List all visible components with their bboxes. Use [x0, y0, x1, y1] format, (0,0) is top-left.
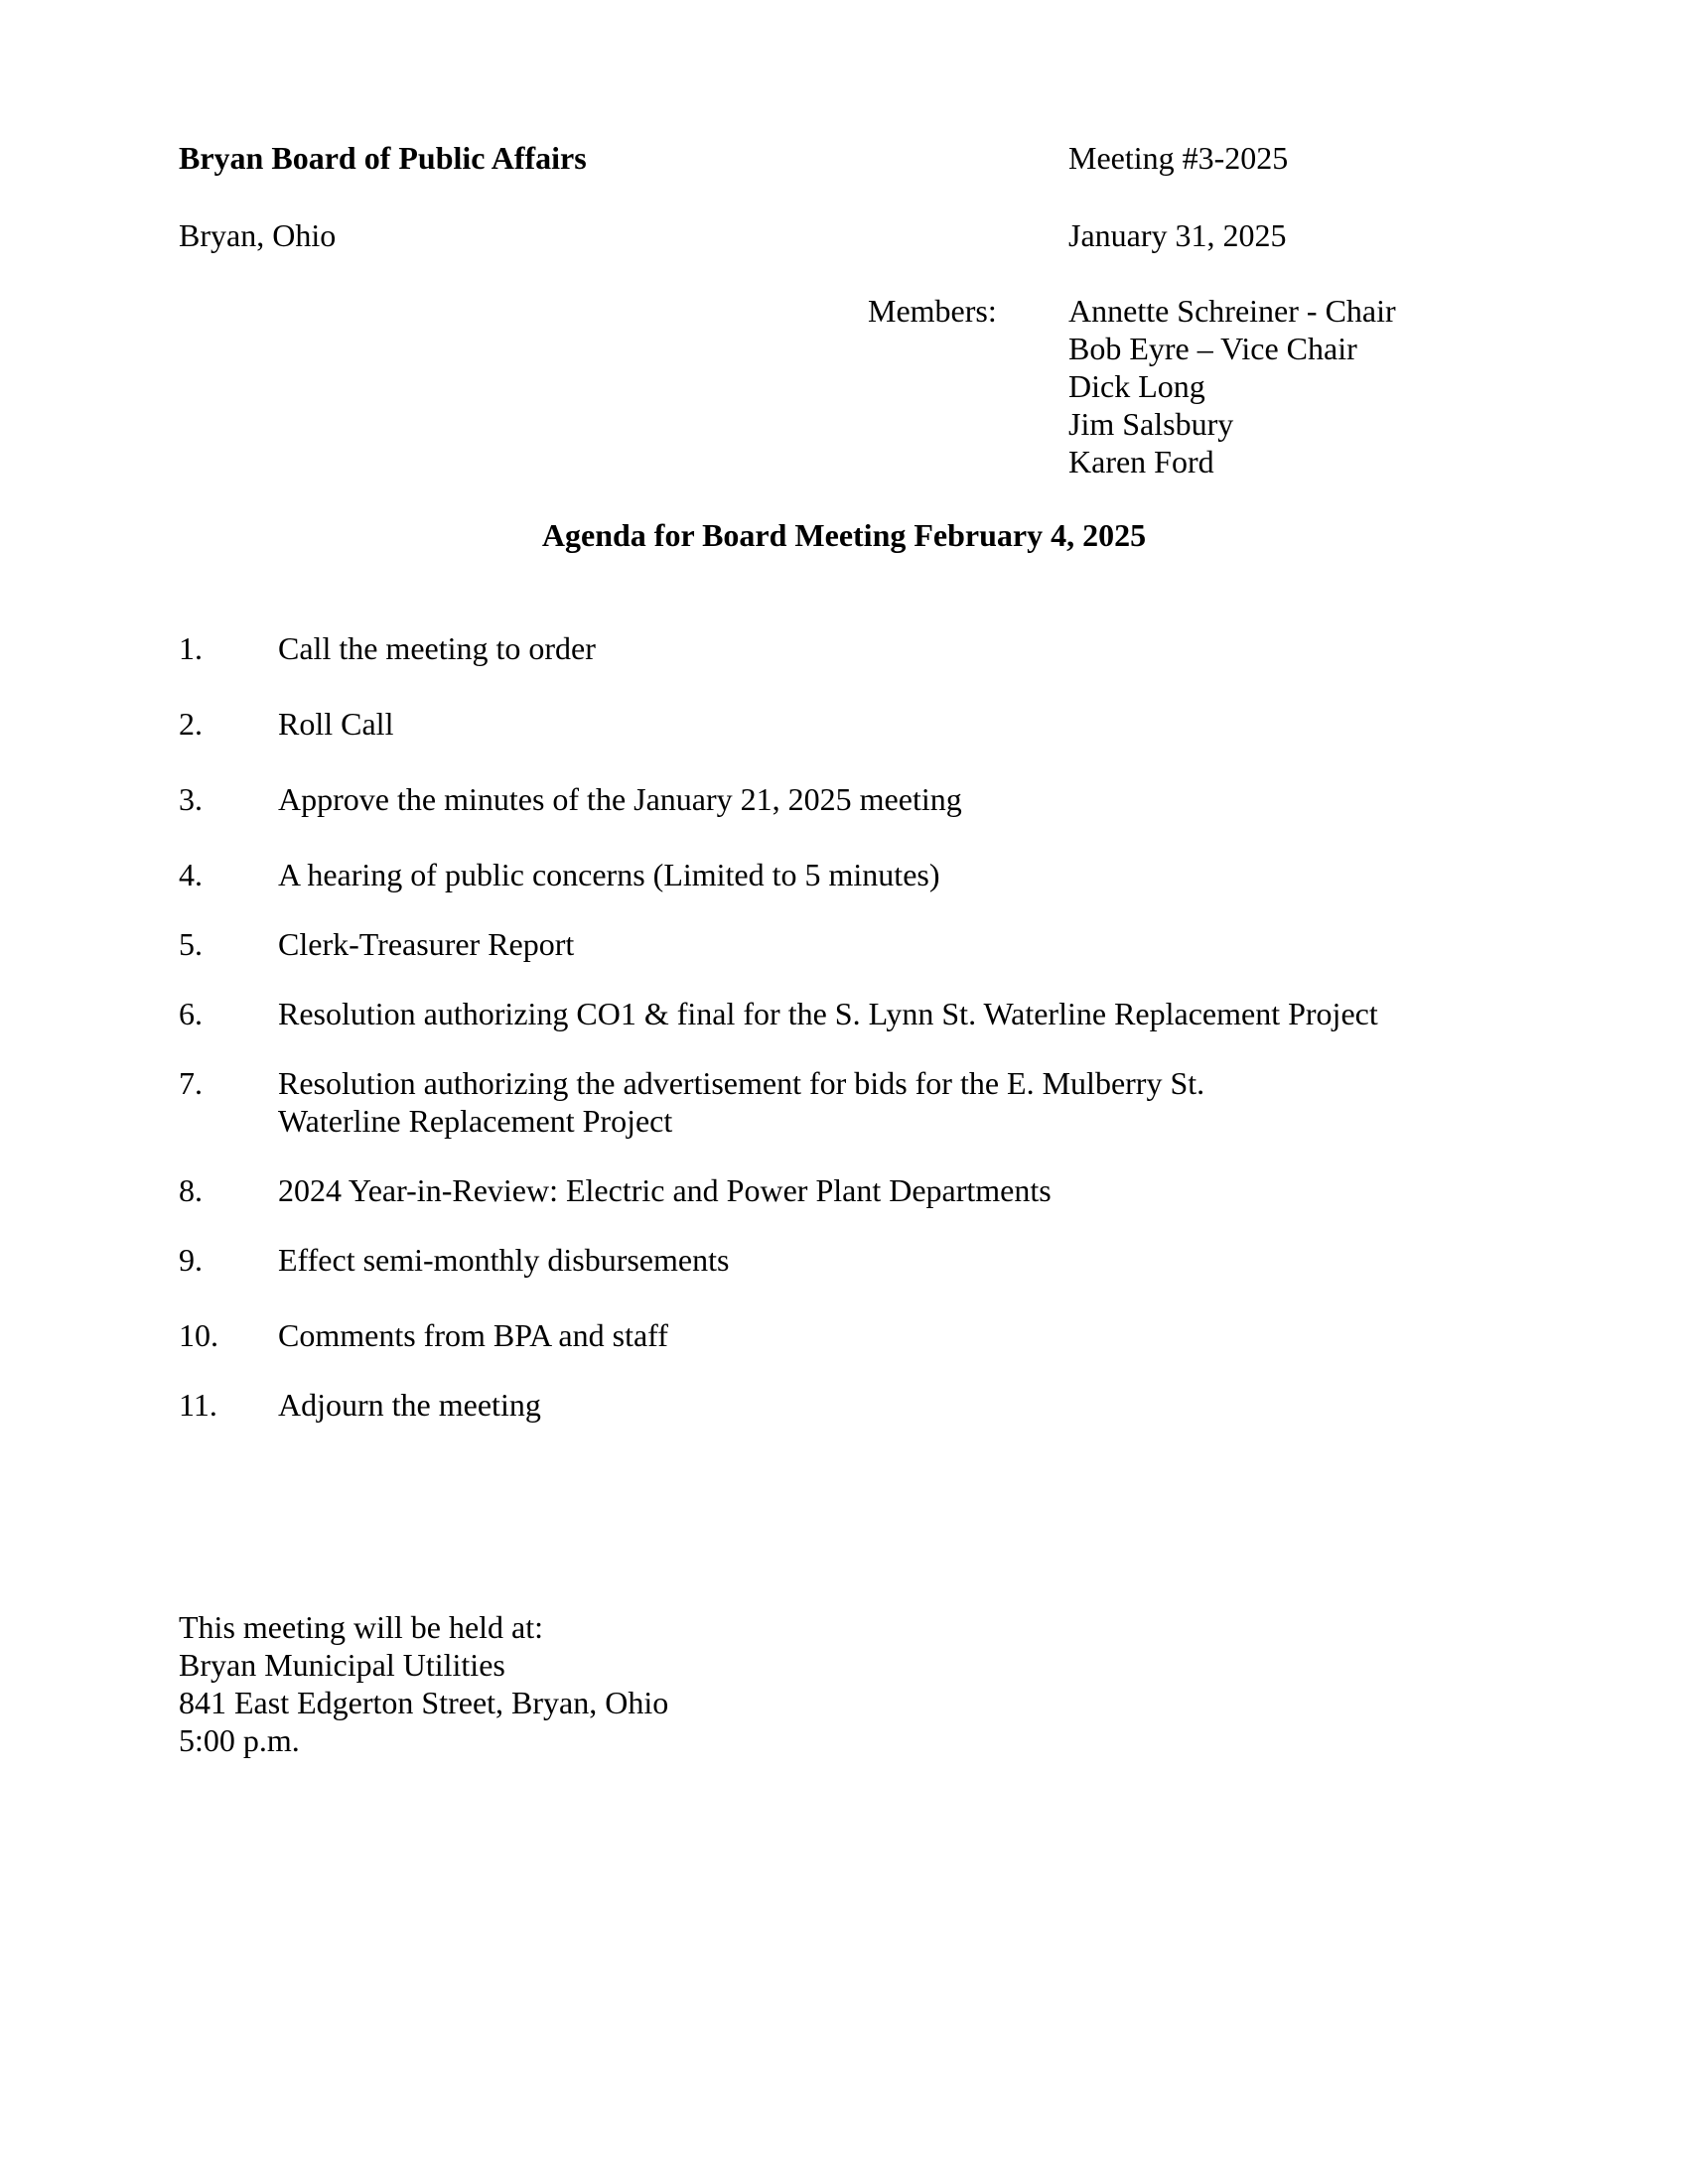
agenda-item-number: 1. — [179, 630, 203, 666]
agenda-item-text: Effect semi-monthly disbursements — [278, 1242, 730, 1278]
location-address: 841 East Edgerton Street, Bryan, Ohio — [179, 1685, 669, 1720]
location-time: 5:00 p.m. — [179, 1722, 300, 1758]
location-intro: This meeting will be held at: — [179, 1609, 544, 1645]
member-name: Annette Schreiner - Chair — [1068, 293, 1396, 329]
meeting-number: Meeting #3-2025 — [1068, 140, 1289, 176]
meeting-location — [179, 1608, 668, 1759]
agenda-item-number: 6. — [179, 996, 203, 1031]
agenda-item-number: 3. — [179, 781, 203, 817]
agenda-item-text: Resolution authorizing CO1 & final for the S. Lynn St. Waterline Replacement Project — [278, 996, 1378, 1031]
agenda-item-text: Roll Call — [278, 706, 394, 742]
agenda-item-number: 9. — [179, 1242, 203, 1278]
agenda-item-text: Adjourn the meeting — [278, 1387, 541, 1423]
member-name: Jim Salsbury — [1068, 406, 1234, 442]
city-name: Bryan, Ohio — [179, 217, 337, 253]
member-name: Dick Long — [1068, 368, 1205, 404]
location-venue: Bryan Municipal Utilities — [179, 1647, 505, 1683]
agenda-item-number: 8. — [179, 1172, 203, 1208]
members-label: Members: — [868, 293, 997, 329]
agenda-item-text: Call the meeting to order — [278, 630, 596, 666]
agenda-item-number: 2. — [179, 706, 203, 742]
organization-name: Bryan Board of Public Affairs — [179, 140, 587, 176]
agenda-item-text: Clerk-Treasurer Report — [278, 926, 575, 962]
members-list — [1068, 292, 1396, 480]
agenda-item-text: 2024 Year-in-Review: Electric and Power Plant Departments — [278, 1172, 1052, 1208]
agenda-item-number: 5. — [179, 926, 203, 962]
agenda-item-number: 7. — [179, 1065, 203, 1101]
agenda-item-number: 4. — [179, 857, 203, 892]
document-date: January 31, 2025 — [1068, 217, 1287, 253]
agenda-item-text: Comments from BPA and staff — [278, 1317, 668, 1353]
agenda-item-text: Resolution authorizing the advertisement for bids for the E. Mulberry St. Waterline Replacement Project — [278, 1065, 1205, 1139]
agenda-item-number: 11. — [179, 1387, 217, 1423]
member-name: Karen Ford — [1068, 444, 1214, 479]
member-name: Bob Eyre – Vice Chair — [1068, 331, 1357, 366]
agenda-item-text: Approve the minutes of the January 21, 2025 meeting — [278, 781, 962, 817]
agenda-item-number: 10. — [179, 1317, 218, 1353]
agenda-item-text: A hearing of public concerns (Limited to 5 minutes) — [278, 857, 940, 892]
agenda-title: Agenda for Board Meeting February 4, 2025 — [541, 517, 1147, 553]
